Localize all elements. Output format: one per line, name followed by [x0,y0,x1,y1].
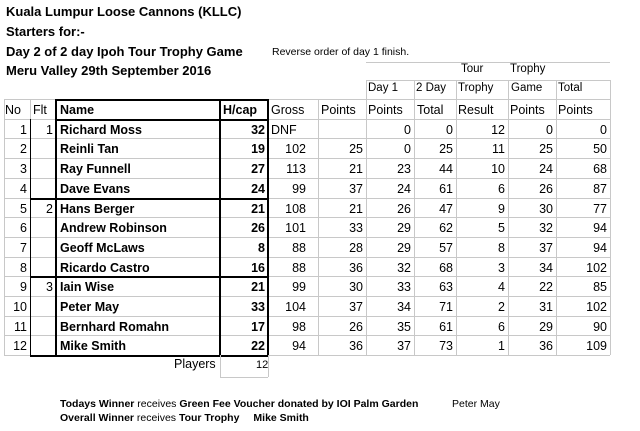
header-day1-points: Points [368,103,403,117]
cell-points: 21 [349,202,363,216]
table-row [0,199,612,219]
grid-line-v [220,355,221,377]
cell-total: 61 [439,320,453,334]
cell-total: 61 [439,182,453,196]
header-gross: Gross [271,103,305,117]
overall-winner-label: Overall Winner [60,412,135,424]
cell-totalpts: 94 [593,221,607,235]
cell-hcap: 21 [251,202,265,216]
cell-hcap: 8 [258,241,265,255]
cell-no: 8 [20,261,27,275]
cell-total: 25 [439,142,453,156]
cell-no: 4 [20,182,27,196]
header-game-points: Points [510,103,545,117]
cell-total: 73 [439,339,453,353]
cell-totalpts: 85 [593,280,607,294]
cell-points: 37 [349,300,363,314]
cell-game: 30 [539,202,553,216]
cell-flt [30,238,53,258]
cell-totalpts: 102 [586,300,607,314]
cell-no: 12 [13,339,27,353]
cell-gross: 108 [285,202,306,216]
cell-total: 71 [439,300,453,314]
cell-name: Dave Evans [60,182,131,196]
cell-hcap: 32 [251,123,265,137]
cell-totalpts: 50 [593,142,607,156]
cell-game: 29 [539,320,553,334]
receives-text-1: receives [134,398,180,410]
cell-d1: 33 [397,280,411,294]
cell-name: Andrew Robinson [60,221,167,235]
cell-trophy: 11 [492,142,505,156]
table-row [0,139,612,159]
cell-trophy: 1 [498,339,505,353]
cell-hcap: 17 [251,320,265,334]
cell-hcap: 21 [251,280,265,294]
table-row [0,238,612,258]
cell-flt [30,297,53,317]
cell-flt: 2 [46,202,53,216]
cell-hcap: 19 [251,142,265,156]
venue-date: Meru Valley 29th September 2016 [6,63,212,78]
cell-no: 5 [20,202,27,216]
cell-d1: 26 [397,202,411,216]
cell-trophy: 6 [498,320,505,334]
cell-game: 36 [539,339,553,353]
cell-d1: 29 [397,221,411,235]
cell-gross: 88 [292,241,306,255]
cell-flt [30,336,53,356]
page-title: Kuala Lumpur Loose Cannons (KLLC) [6,4,242,19]
cell-no: 9 [20,280,27,294]
cell-total: 47 [439,202,453,216]
cell-total: 62 [439,221,453,235]
cell-trophy: 9 [498,202,505,216]
cell-totalpts: 0 [600,123,607,137]
cell-d1: 0 [404,123,411,137]
header-total: Total [417,103,444,117]
cell-name: Iain Wise [60,280,115,294]
cell-hcap: 16 [251,261,265,275]
cell-flt [30,317,53,337]
overall-winner-line [60,412,309,424]
cell-game: 24 [539,162,553,176]
cell-total: 57 [439,241,453,255]
cell-d1: 29 [397,241,411,255]
overall-winner-name: Mike Smith [253,412,309,424]
order-note: Reverse order of day 1 finish. [272,46,410,58]
cell-game: 0 [546,123,553,137]
cell-name: Richard Moss [60,123,142,137]
todays-winner-line [60,398,418,410]
header-trophy: Trophy [458,82,494,94]
cell-points: 25 [349,142,363,156]
cell-game: 32 [539,221,553,235]
cell-name: Peter May [60,300,120,314]
cell-points: 26 [349,320,363,334]
cell-name: Ray Funnell [60,162,131,176]
cell-name: Reinli Tan [60,142,119,156]
cell-gross: 99 [292,182,306,196]
cell-d1: 34 [397,300,411,314]
cell-trophy: 3 [498,261,505,275]
cell-hcap: 22 [251,339,265,353]
cell-no: 3 [20,162,27,176]
cell-game: 34 [539,261,553,275]
cell-gross: 99 [292,280,306,294]
cell-no: 6 [20,221,27,235]
cell-gross: 94 [292,339,306,353]
cell-hcap: 33 [251,300,265,314]
grid-line-h [220,377,268,378]
table-row [0,179,612,199]
cell-game: 37 [539,241,553,255]
cell-trophy: 4 [498,280,505,294]
cell-d1: 23 [397,162,411,176]
cell-totalpts: 77 [593,202,607,216]
cell-gross: 113 [286,162,306,176]
cell-flt [30,139,53,159]
table-row [0,120,612,140]
cell-flt [30,179,53,199]
cell-totalpts: 68 [593,162,607,176]
cell-hcap: 24 [251,182,265,196]
cell-flt [30,258,53,278]
header-2day: 2 Day [416,82,447,94]
receives-text-2: receives [134,412,179,424]
cell-totalpts: 109 [586,339,607,353]
cell-name: Ricardo Castro [60,261,150,275]
cell-gross: 104 [285,300,306,314]
cell-flt: 1 [46,123,53,137]
table-row [0,159,612,179]
players-label: Players [174,357,216,371]
header-name: Name [60,103,95,117]
cell-d1: 35 [397,320,411,334]
cell-gross: 102 [285,142,306,156]
header-total-points: Points [558,103,593,117]
cell-no: 2 [20,142,27,156]
cell-points: 36 [349,261,363,275]
cell-gross: 88 [292,261,306,275]
header-trophy-game: Trophy [510,63,546,75]
table-row [0,218,612,238]
cell-name: Bernhard Romahn [60,320,170,334]
cell-d1: 37 [397,339,411,353]
event-title: Day 2 of 2 day Ipoh Tour Trophy Game [6,44,243,59]
cell-flt: 3 [46,280,53,294]
cell-no: 7 [20,241,27,255]
cell-total: 63 [439,280,453,294]
cell-d1: 24 [397,182,411,196]
cell-game: 26 [539,182,553,196]
cell-totalpts: 90 [593,320,607,334]
cell-trophy: 12 [491,123,505,137]
cell-game: 25 [539,142,553,156]
cell-total: 0 [446,123,453,137]
table-row [0,317,612,337]
players-count: 12 [256,359,269,371]
cell-d1: 32 [397,261,411,275]
header-no: No [5,103,21,117]
header-day1: Day 1 [368,82,399,94]
cell-d1: 0 [404,142,411,156]
header-points: Points [321,103,356,117]
cell-totalpts: 102 [586,261,607,275]
cell-points: 30 [349,280,363,294]
header-total: Total [558,82,583,94]
cell-trophy: 6 [498,182,505,196]
cell-trophy: 5 [498,221,505,235]
cell-gross: 101 [285,221,306,235]
cell-no: 10 [13,300,27,314]
table-row [0,277,612,297]
cell-trophy: 8 [498,241,505,255]
cell-gross: DNF [271,123,297,137]
cell-points: 37 [349,182,363,196]
header-hcap: H/cap [223,103,258,117]
cell-trophy: 10 [491,162,505,176]
cell-no: 11 [14,320,27,334]
cell-total: 68 [439,261,453,275]
cell-points [318,120,363,140]
cell-name: Geoff McLaws [60,241,145,255]
todays-winner-name: Peter May [452,398,500,410]
cell-hcap: 27 [251,162,265,176]
cell-game: 22 [539,280,553,294]
cell-game: 31 [539,300,553,314]
prize-green-fee: Green Fee Voucher donated by IOI Palm Garden [179,398,419,410]
todays-winner-label: Todays Winner [60,398,135,410]
header-game: Game [511,82,543,94]
cell-flt [30,159,53,179]
cell-name: Mike Smith [60,339,126,353]
cell-totalpts: 87 [593,182,607,196]
grid-line-h [366,80,610,81]
cell-no: 1 [20,123,27,137]
cell-total: 44 [439,162,453,176]
header-flt: Flt [33,103,47,117]
table-row [0,336,612,356]
grid-line-h [366,62,610,63]
prize-tour-trophy: Tour Trophy [178,412,240,424]
table-row [0,297,612,317]
cell-points: 28 [349,241,363,255]
cell-points: 36 [349,339,363,353]
header-result: Result [458,103,494,117]
cell-flt [30,218,53,238]
header-tour: Tour [461,63,484,75]
cell-name: Hans Berger [60,202,135,216]
cell-hcap: 26 [251,221,265,235]
table-row [0,258,612,278]
cell-gross: 98 [292,320,306,334]
cell-points: 21 [349,162,363,176]
cell-points: 33 [349,221,363,235]
cell-totalpts: 94 [593,241,607,255]
cell-trophy: 2 [498,300,505,314]
subtitle: Starters for:- [6,24,85,39]
